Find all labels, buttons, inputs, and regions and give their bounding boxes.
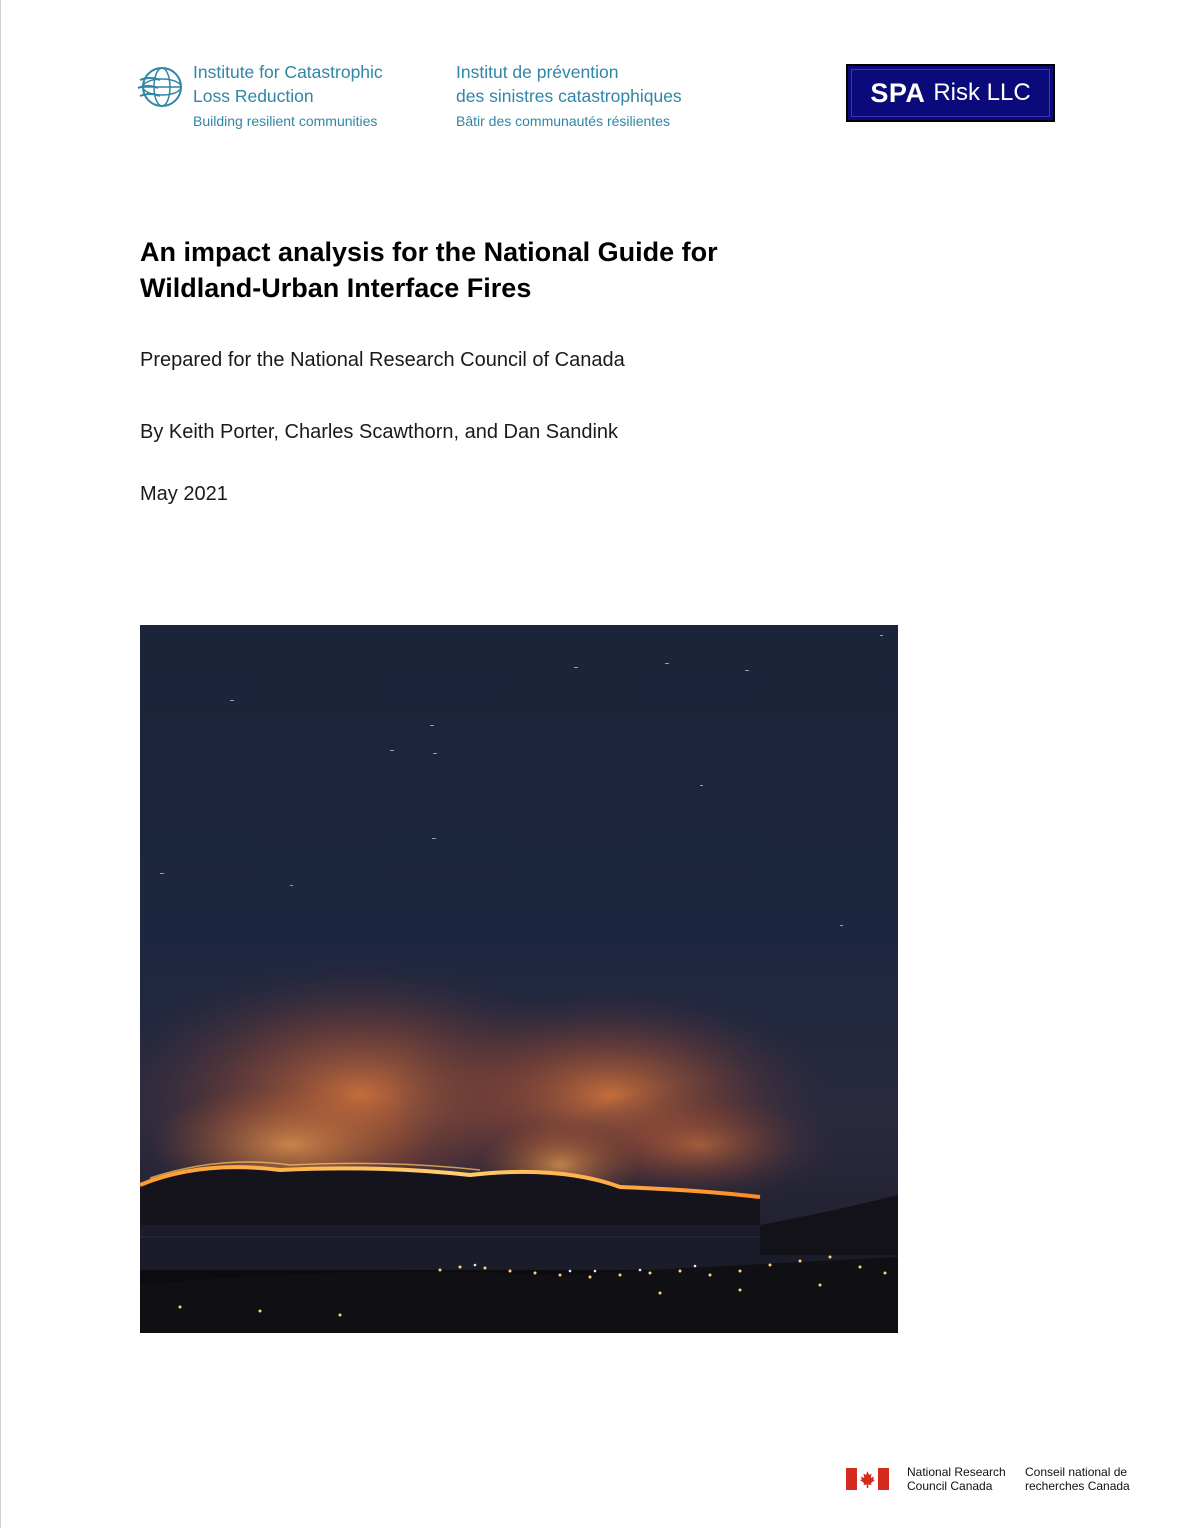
nrc-name-french bbox=[1025, 1465, 1130, 1493]
nrc-en-line2: Council Canada bbox=[907, 1479, 993, 1493]
cover-photo bbox=[140, 625, 898, 1333]
iclr-en-line2: Loss Reduction bbox=[193, 86, 314, 106]
iclr-globe-logo bbox=[136, 62, 186, 112]
nrc-en-line1: National Research bbox=[907, 1465, 1006, 1479]
iclr-en-line1: Institute for Catastrophic bbox=[193, 62, 383, 82]
iclr-fr-line2: des sinistres catastrophiques bbox=[456, 86, 682, 106]
nrc-fr-line2: recherches Canada bbox=[1025, 1479, 1130, 1493]
iclr-name-english bbox=[193, 60, 383, 130]
iclr-en-tagline: Building resilient communities bbox=[193, 113, 378, 129]
nrc-fr-line1: Conseil national de bbox=[1025, 1465, 1128, 1479]
authors: By Keith Porter, Charles Scawthorn, and Dan Sandink bbox=[140, 421, 619, 443]
report-title bbox=[140, 234, 940, 306]
page-edge bbox=[0, 0, 1, 1528]
iclr-fr-line1: Institut de prévention bbox=[456, 62, 619, 82]
report-title-line2: Wildland-Urban Interface Fires bbox=[140, 273, 532, 303]
spa-logo-regular: Risk LLC bbox=[933, 79, 1031, 106]
iclr-name-french bbox=[456, 60, 682, 130]
spa-logo-bold: SPA bbox=[870, 77, 926, 108]
spa-risk-logo bbox=[846, 64, 1055, 122]
prepared-for: Prepared for the National Research Council of Canada bbox=[140, 349, 625, 371]
iclr-fr-tagline: Bâtir des communautés résilientes bbox=[456, 113, 670, 129]
wildfire-photo-image bbox=[140, 625, 898, 1333]
canada-flag-icon bbox=[846, 1468, 889, 1490]
publication-date: May 2021 bbox=[140, 483, 228, 505]
nrc-name-english bbox=[907, 1465, 1006, 1493]
report-title-line1: An impact analysis for the National Guide for bbox=[140, 237, 718, 267]
